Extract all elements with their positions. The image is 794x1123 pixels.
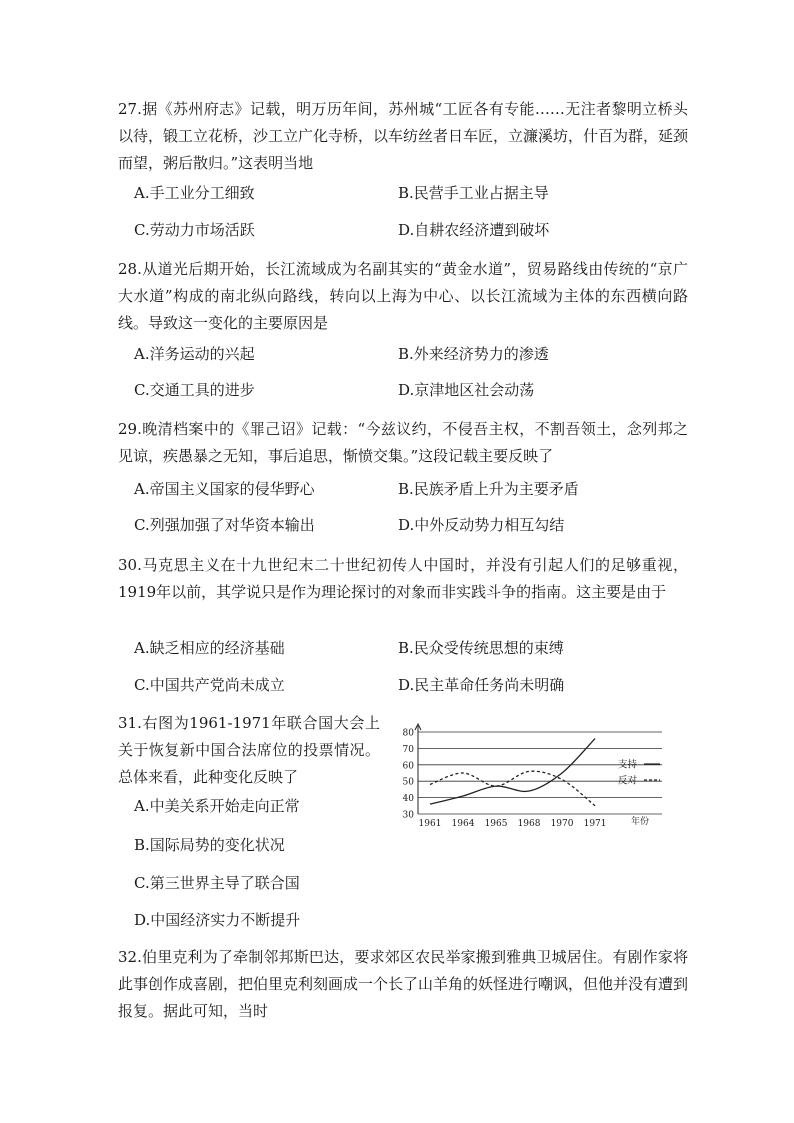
question-stem: 29.晚清档案中的《罪己诏》记载：“今兹议约，不侵吾主权，不割吾领土，念列邦之见谅，疾愚暴之无知，事后追思，惭愤交集。”这段记载主要反映了 — [118, 420, 688, 465]
x-tick-label: 1961 — [418, 819, 442, 829]
y-tick-label: 50 — [402, 777, 414, 788]
x-tick-label: 1965 — [484, 819, 508, 829]
x-tick-label: 1968 — [517, 819, 541, 829]
option-d[interactable]: D.京津地区社会动荡 — [398, 381, 535, 399]
x-tick-label: 1964 — [451, 819, 475, 829]
y-tick-label: 30 — [402, 810, 414, 821]
option-b[interactable]: B.民营手工业占据主导 — [398, 184, 549, 202]
option-d[interactable]: D.民主革命任务尚未明确 — [398, 676, 565, 694]
x-tick-label: 1971 — [583, 819, 607, 829]
question-stem: 31.右图为1961-1971年联合国大会上关于恢复新中国合法席位的投票情况。总体来看，此种变化反映了 — [118, 714, 380, 786]
option-a[interactable]: A.缺乏相应的经济基础 — [134, 639, 285, 657]
question-stem: 28.从道光后期开始，长江流域成为名副其实的“黄金水道”，贸易路线由传统的“京广大水道”构成的南北纵向路线，转向以上海为中心、以长江流域为主体的东西横向路线。导致这一变化的主要原因是 — [118, 260, 688, 332]
legend-label: 反对 — [618, 775, 638, 787]
question-28 — [118, 256, 688, 337]
x-axis-label: 年份 — [630, 817, 650, 827]
option-c[interactable]: C.第三世界主导了联合国 — [134, 874, 300, 892]
legend-label: 支持 — [618, 759, 638, 771]
option-c[interactable]: C.中国共产党尚未成立 — [134, 676, 285, 694]
question-stem: 27.据《苏州府志》记载，明万历年间，苏州城“工匠各有专能……无注者黎明立桥头以待，锻工立花桥，沙工立广化寺桥，以车纺丝者日车匠，立濂溪坊，什百为群，延颈而望，粥后散归。”这表明当地 — [118, 100, 689, 172]
option-d[interactable]: D.中国经济实力不断提升 — [134, 911, 301, 929]
option-b[interactable]: B.国际局势的变化状况 — [134, 836, 285, 854]
x-tick-label: 1970 — [550, 819, 574, 829]
question-stem: 32.伯里克利为了牵制邻邦斯巴达，要求郊区农民举家搬到雅典卫城居住。有剧作家将此事创作成喜剧，把伯里克利刻画成一个长了山羊角的妖怪进行嘲讽，但他并没有遭到报复。据此可知，当时 — [118, 948, 689, 1020]
y-tick-label: 80 — [402, 728, 414, 739]
question-32 — [118, 944, 688, 1025]
option-b[interactable]: B.民众受传统思想的束缚 — [398, 639, 564, 657]
option-d[interactable]: D.自耕农经济遭到破坏 — [398, 221, 550, 239]
question-29 — [118, 416, 688, 470]
option-c[interactable]: C.列强加强了对华资本输出 — [134, 516, 315, 534]
y-tick-label: 70 — [402, 744, 414, 755]
option-a[interactable]: A.中美关系开始走向正常 — [134, 797, 300, 815]
option-b[interactable]: B.民族矛盾上升为主要矛盾 — [398, 480, 579, 498]
option-a[interactable]: A.帝国主义国家的侵华野心 — [134, 480, 315, 498]
option-d[interactable]: D.中外反动势力相互勾结 — [398, 516, 565, 534]
option-c[interactable]: C.劳动力市场活跃 — [134, 221, 255, 239]
vote-line-chart — [388, 722, 688, 834]
question-stem: 30.马克思主义在十九世纪末二十世纪初传人中国时，并没有引起人们的足够重视，1919年以前，其学说只是作为理论探讨的对象而非实践斗争的指南。这主要是由于 — [118, 556, 688, 601]
option-b[interactable]: B.外来经济势力的渗透 — [398, 345, 549, 363]
question-27 — [118, 96, 688, 177]
option-a[interactable]: A.手工业分工细致 — [134, 184, 255, 202]
question-30 — [118, 552, 688, 606]
question-31 — [118, 710, 380, 791]
y-tick-label: 60 — [402, 761, 414, 772]
option-a[interactable]: A.洋务运动的兴起 — [134, 345, 255, 363]
option-c[interactable]: C.交通工具的进步 — [134, 381, 255, 399]
y-tick-label: 40 — [402, 794, 414, 805]
